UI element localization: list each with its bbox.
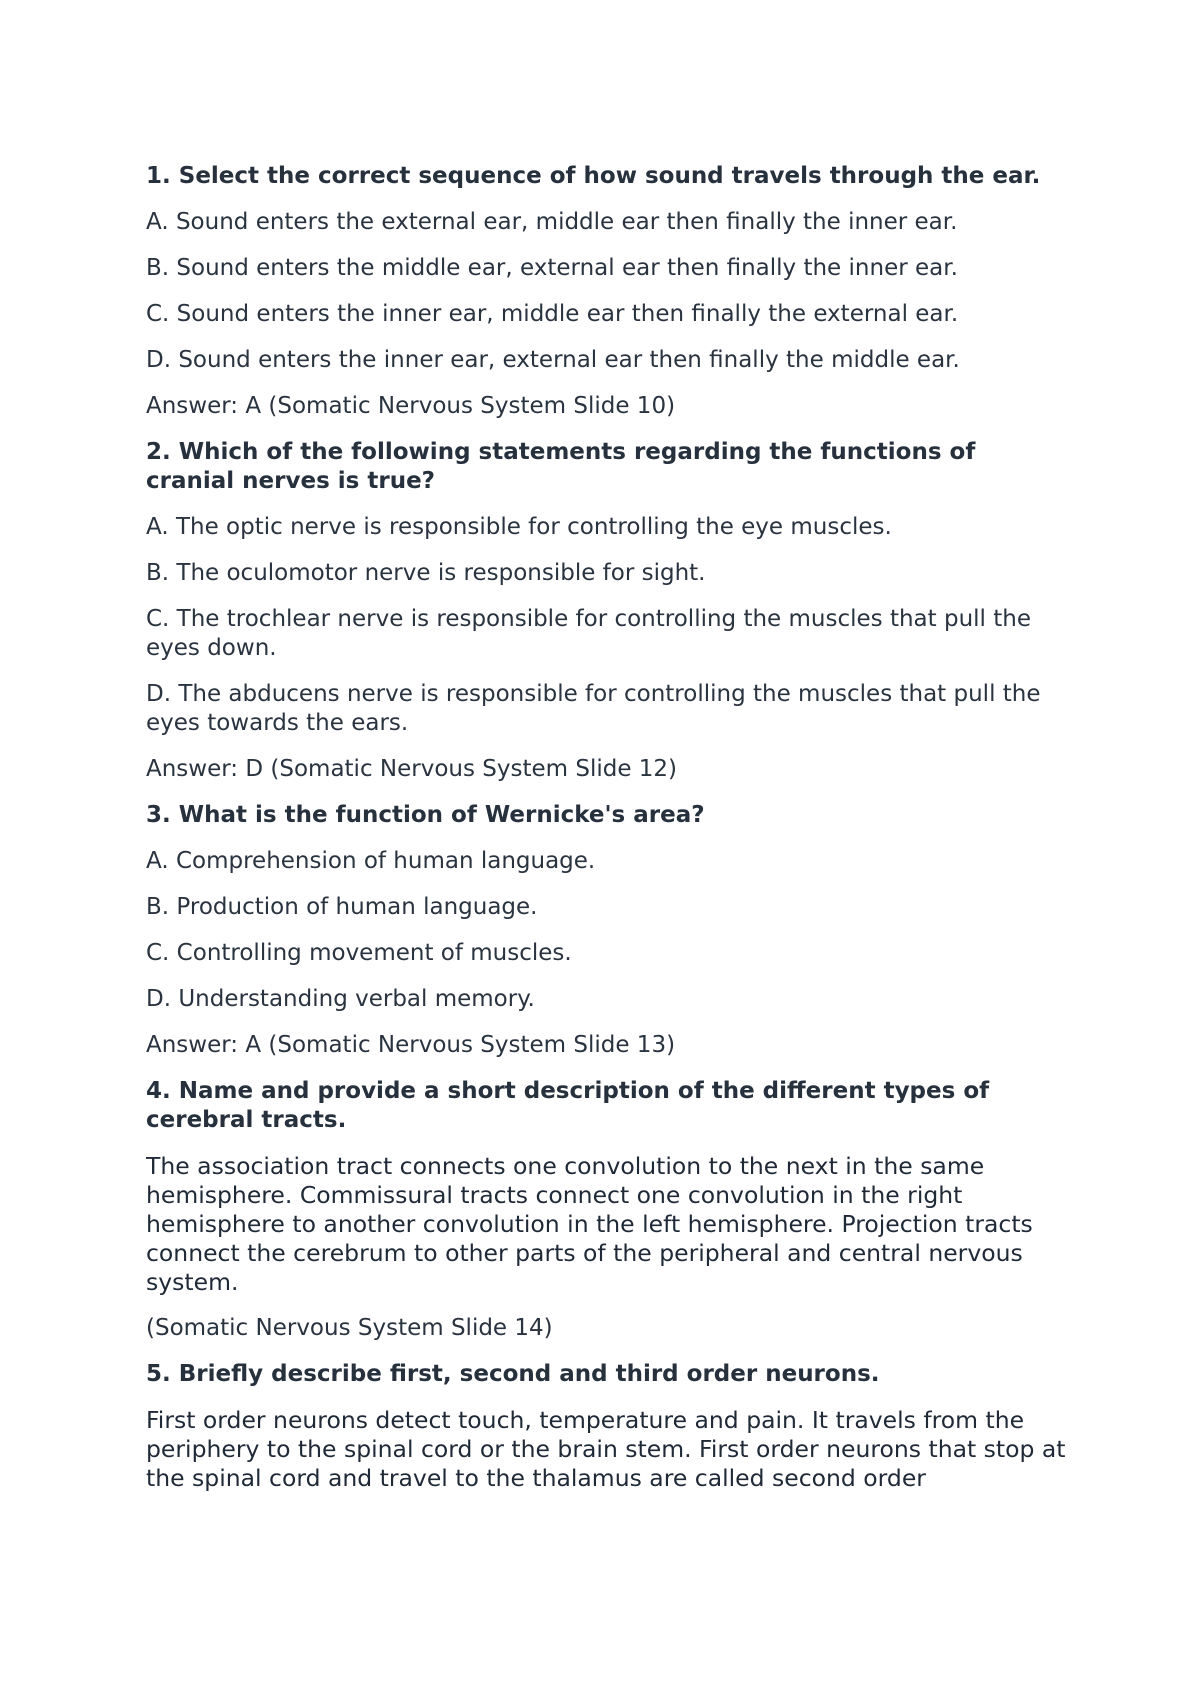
source-reference: (Somatic Nervous System Slide 14) <box>146 1315 553 1341</box>
option-c: C. Controlling movement of muscles. <box>146 940 572 966</box>
option-a: A. The optic nerve is responsible for controlling the eye muscles. <box>146 514 892 540</box>
answer-paragraph: First order neurons detect touch, temperature and pain. It travels from the periphery to the spinal cord or the brain stem. First order neurons that stop at the spinal cord and travel to the thalamus are called second order <box>146 1406 1066 1492</box>
question-3 <box>146 801 1066 1060</box>
option-b: B. The oculomotor nerve is responsible for sight. <box>146 560 706 586</box>
question-title: 4. Name and provide a short description of the different types of cerebral tracts. <box>146 1078 990 1133</box>
answer-line: Answer: A (Somatic Nervous System Slide 13) <box>146 1032 676 1058</box>
option-c: C. Sound enters the inner ear, middle ear then finally the external ear. <box>146 301 959 327</box>
answer-line: Answer: A (Somatic Nervous System Slide 10) <box>146 393 676 419</box>
option-a: A. Sound enters the external ear, middle ear then finally the inner ear. <box>146 209 958 235</box>
option-d: D. The abducens nerve is responsible for controlling the muscles that pull the eyes towards the ears. <box>146 681 1041 736</box>
question-2 <box>146 438 1066 784</box>
document-page <box>146 162 1066 1510</box>
option-c: C. The trochlear nerve is responsible for controlling the muscles that pull the eyes down. <box>146 606 1031 661</box>
answer-line: Answer: D (Somatic Nervous System Slide 12) <box>146 756 678 782</box>
question-title: 3. What is the function of Wernicke's area? <box>146 802 705 828</box>
option-a: A. Comprehension of human language. <box>146 848 596 874</box>
option-d: D. Understanding verbal memory. <box>146 986 535 1012</box>
option-b: B. Sound enters the middle ear, external ear then finally the inner ear. <box>146 255 958 281</box>
answer-paragraph: The association tract connects one convolution to the next in the same hemisphere. Commissural tracts connect one convolution in the right hemisphere to another convolution in the left hemisphere. Projection tracts connect the cerebrum to other parts of the peripheral and central nervous system. <box>146 1152 1033 1296</box>
question-5 <box>146 1360 1066 1493</box>
question-title: 5. Briefly describe first, second and third order neurons. <box>146 1361 880 1387</box>
question-title: 2. Which of the following statements regarding the functions of cranial nerves is true? <box>146 439 976 494</box>
question-4 <box>146 1077 1066 1343</box>
question-title: 1. Select the correct sequence of how sound travels through the ear. <box>146 163 1041 189</box>
option-d: D. Sound enters the inner ear, external ear then finally the middle ear. <box>146 347 960 373</box>
question-1 <box>146 162 1066 421</box>
option-b: B. Production of human language. <box>146 894 538 920</box>
